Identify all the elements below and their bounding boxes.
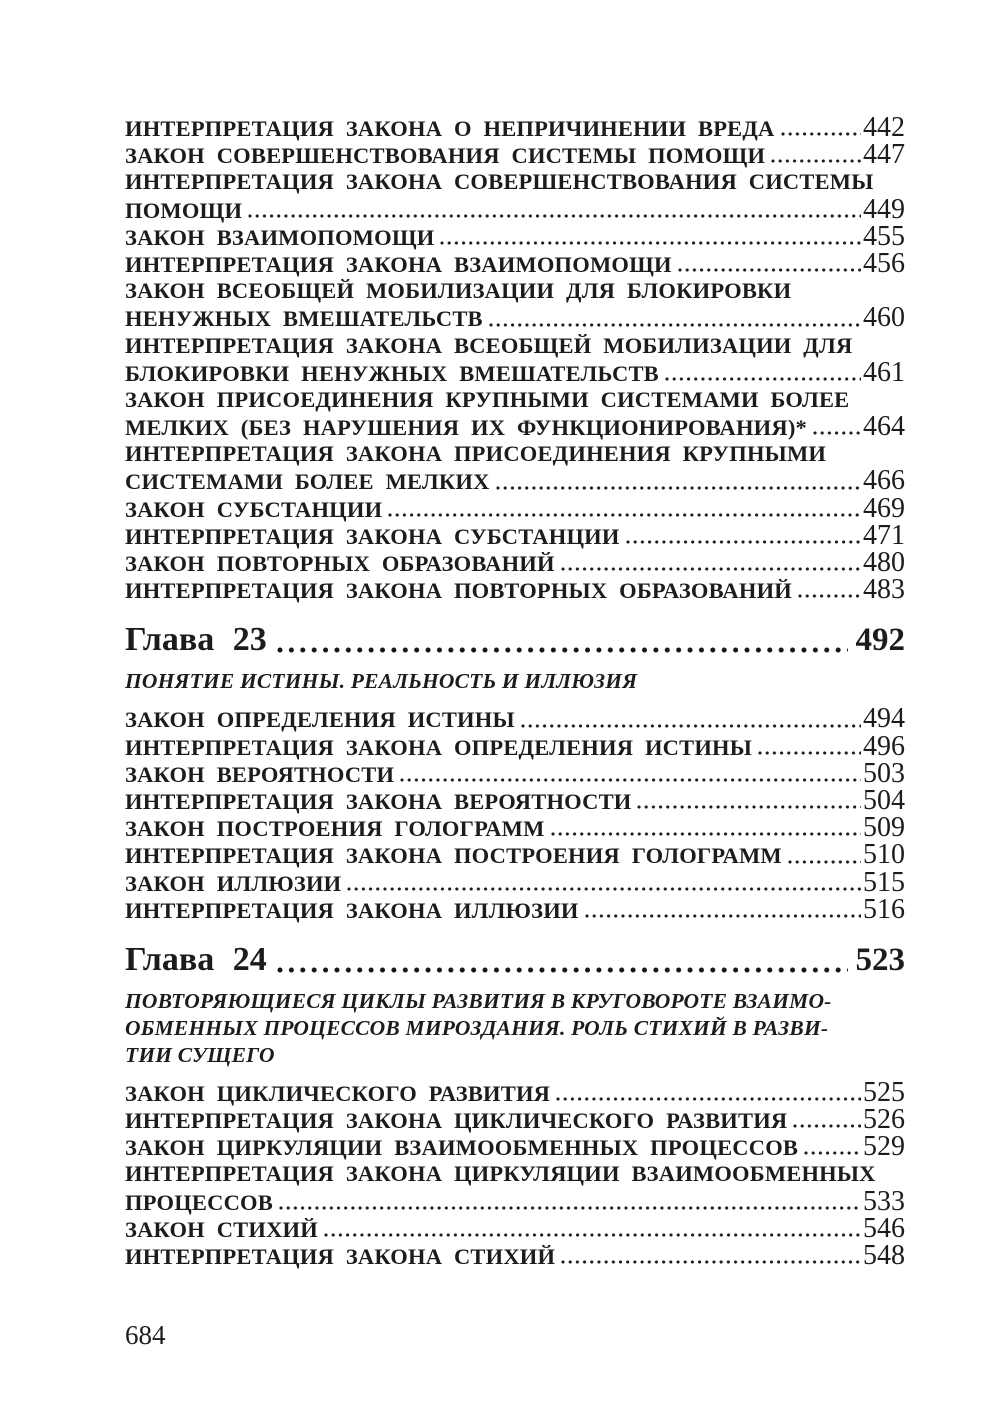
toc-leader-dots	[347, 887, 861, 891]
toc-line	[125, 730, 905, 762]
toc-line-text: ЗАКОН ВЗАИМОПОМОЩИ	[125, 224, 435, 250]
subtitle-line: ТИИ СУЩЕГО	[125, 1042, 275, 1067]
toc-line	[125, 277, 905, 304]
toc-page-number: 461	[863, 356, 905, 388]
chapter-page-number: 523	[855, 941, 905, 978]
toc-page-number: 533	[863, 1185, 905, 1217]
toc-leader-dots	[585, 914, 861, 918]
toc-leader-dots	[388, 513, 861, 517]
toc-line	[125, 784, 905, 816]
toc-line-text: ИНТЕРПРЕТАЦИЯ ЗАКОНА ПОСТРОЕНИЯ ГОЛОГРАММ	[125, 843, 782, 869]
toc-leader-dots	[788, 860, 861, 864]
toc-line	[125, 168, 905, 195]
toc-page-number: 510	[863, 839, 905, 871]
toc-line-text: ИНТЕРПРЕТАЦИЯ ЗАКОНА ВЕРОЯТНОСТИ	[125, 788, 632, 814]
toc-leader-dots	[324, 1233, 861, 1237]
toc-page-number: 460	[863, 302, 905, 334]
toc-leader-dots	[665, 377, 861, 381]
toc-leader-dots	[626, 540, 861, 544]
toc-page-number: 546	[863, 1212, 905, 1244]
toc-line-text: ЗАКОН ЦИРКУЛЯЦИИ ВЗАИМООБМЕННЫХ ПРОЦЕССОВ	[125, 1135, 799, 1161]
toc-line	[125, 440, 905, 467]
table-of-contents	[125, 114, 905, 1269]
toc-leader-dots	[637, 805, 861, 809]
toc-line-text: ЗАКОН ПРИСОЕДИНЕНИЯ КРУПНЫМИ СИСТЕМАМИ БОЛЕЕ	[125, 386, 850, 412]
toc-page-number: 529	[863, 1131, 905, 1163]
toc-line	[125, 302, 905, 334]
toc-line-text: ИНТЕРПРЕТАЦИЯ ЗАКОНА ОПРЕДЕЛЕНИЯ ИСТИНЫ	[125, 734, 753, 760]
toc-line	[125, 114, 905, 141]
toc-leader-dots	[440, 241, 861, 245]
footer-page-number: 684	[125, 1320, 166, 1350]
toc-page-number: 494	[863, 703, 905, 735]
toc-line-text: ИНТЕРПРЕТАЦИЯ ЗАКОНА ВСЕОБЩЕЙ МОБИЛИЗАЦИИ ДЛЯ	[125, 332, 853, 358]
toc-page-number: 483	[863, 574, 905, 606]
toc-page-number: 442	[863, 112, 905, 143]
toc-line-text: ЗАКОН ПОСТРОЕНИЯ ГОЛОГРАММ	[125, 816, 545, 842]
chapter-subtitle	[125, 668, 905, 695]
toc-line-text: ИНТЕРПРЕТАЦИЯ ЗАКОНА СОВЕРШЕНСТВОВАНИЯ СИСТЕМЫ	[125, 169, 874, 195]
toc-page-number: 471	[863, 519, 905, 551]
toc-page-number: 526	[863, 1104, 905, 1136]
subtitle-line: ПОНЯТИЕ ИСТИНЫ. РЕАЛЬНОСТЬ И ИЛЛЮЗИЯ	[125, 669, 638, 694]
toc-line	[125, 139, 905, 171]
toc-page-number: 515	[863, 866, 905, 898]
toc-leader-dots	[813, 431, 861, 435]
toc-line	[125, 839, 905, 871]
toc-leader-dots	[489, 323, 861, 327]
toc-line-text: ЗАКОН СУБСТАНЦИИ	[125, 496, 383, 522]
toc-line	[125, 1242, 905, 1269]
toc-line	[125, 1160, 905, 1187]
subtitle-line: ПОВТОРЯЮЩИЕСЯ ЦИКЛЫ РАЗВИТИЯ В КРУГОВОРОТЕ ВЗАИМО-	[125, 988, 832, 1013]
toc-line	[125, 549, 905, 576]
toc-leader-dots	[400, 778, 861, 782]
toc-leader-dots	[758, 751, 861, 755]
toc-leader-dots	[798, 594, 861, 598]
toc-leader-dots	[678, 268, 861, 272]
toc-line	[125, 866, 905, 898]
toc-line-text: ИНТЕРПРЕТАЦИЯ ЗАКОНА ВЗАИМОПОМОЩИ	[125, 251, 672, 277]
toc-line-text: ЗАКОН ОПРЕДЕЛЕНИЯ ИСТИНЫ	[125, 707, 515, 733]
toc-line	[125, 1185, 905, 1217]
toc-line-text: ИНТЕРПРЕТАЦИЯ ЗАКОНА ИЛЛЮЗИИ	[125, 897, 579, 923]
toc-line	[125, 574, 905, 606]
toc-line	[125, 1076, 905, 1108]
chapter-heading	[125, 939, 905, 981]
toc-page-number: 509	[863, 812, 905, 844]
toc-line	[125, 1131, 905, 1163]
chapter-heading	[125, 619, 905, 661]
toc-line-text: ИНТЕРПРЕТАЦИЯ ЗАКОНА ПРИСОЕДИНЕНИЯ КРУПНЫМИ	[125, 441, 827, 467]
toc-page-number: 469	[863, 492, 905, 524]
toc-line-text: ИНТЕРПРЕТАЦИЯ ЗАКОНА ПОВТОРНЫХ ОБРАЗОВАНИЙ	[125, 578, 792, 604]
toc-line	[125, 332, 905, 359]
toc-line-text: СИСТЕМАМИ БОЛЕЕ МЕЛКИХ	[125, 469, 490, 495]
toc-leader-dots	[551, 832, 861, 836]
toc-line-text: ИНТЕРПРЕТАЦИЯ ЗАКОНА ЦИРКУЛЯЦИИ ВЗАИМООБМЕННЫХ	[125, 1161, 876, 1187]
toc-line-text: ЗАКОН ИЛЛЮЗИИ	[125, 870, 342, 896]
toc-page-number: 503	[863, 757, 905, 789]
chapter-title: Глава 24	[125, 940, 267, 978]
toc-line-text: ПРОЦЕССОВ	[125, 1189, 273, 1215]
toc-page-number: 464	[863, 411, 905, 443]
toc-line	[125, 220, 905, 252]
toc-line-text: ЗАКОН ВЕРОЯТНОСТИ	[125, 761, 395, 787]
toc-line	[125, 193, 905, 225]
toc-line-text: ЗАКОН ПОВТОРНЫХ ОБРАЗОВАНИЙ	[125, 551, 555, 576]
toc-line-text: ЗАКОН ВСЕОБЩЕЙ МОБИЛИЗАЦИИ ДЛЯ БЛОКИРОВКИ	[125, 278, 792, 304]
toc-page-number: 504	[863, 784, 905, 816]
toc-leader-dots	[781, 132, 862, 136]
toc-line-text: НЕНУЖНЫХ ВМЕШАТЕЛЬСТВ	[125, 306, 483, 332]
toc-page-number: 516	[863, 893, 905, 925]
toc-line	[125, 893, 905, 925]
toc-line	[125, 1212, 905, 1244]
toc-leader-dots	[561, 1260, 861, 1264]
toc-leader-dots	[521, 724, 861, 728]
toc-line-text: БЛОКИРОВКИ НЕНУЖНЫХ ВМЕШАТЕЛЬСТВ	[125, 360, 659, 386]
toc-leader-dots	[561, 567, 861, 571]
toc-page-number: 449	[863, 193, 905, 225]
toc-leader-dots	[279, 1206, 861, 1210]
toc-line-text: ЗАКОН СОВЕРШЕНСТВОВАНИЯ СИСТЕМЫ ПОМОЩИ	[125, 143, 766, 169]
chapter-leader-dots	[277, 647, 848, 653]
toc-leader-dots	[804, 1151, 861, 1155]
toc-line-text: ПОМОЩИ	[125, 197, 243, 223]
toc-line-text: ИНТЕРПРЕТАЦИЯ ЗАКОНА СУБСТАНЦИИ	[125, 523, 620, 549]
toc-page-number: 525	[863, 1076, 905, 1108]
chapter-title: Глава 23	[125, 621, 267, 659]
subtitle-line: ОБМЕННЫХ ПРОЦЕССОВ МИРОЗДАНИЯ. РОЛЬ СТИХИЙ В РАЗВИ-	[125, 1015, 829, 1040]
toc-page-number: 548	[863, 1240, 905, 1271]
toc-line	[125, 757, 905, 789]
toc-line	[125, 247, 905, 279]
toc-line-text: ИНТЕРПРЕТАЦИЯ ЗАКОНА О НЕПРИЧИНЕНИИ ВРЕДА	[125, 116, 775, 141]
toc-line	[125, 812, 905, 844]
chapter-page-number: 492	[855, 622, 905, 659]
toc-page-number: 456	[863, 247, 905, 279]
toc-page-number: 480	[863, 547, 905, 578]
toc-page-number: 496	[863, 730, 905, 762]
toc-leader-dots	[248, 214, 861, 218]
toc-line	[125, 703, 905, 735]
toc-page-number: 447	[863, 139, 905, 171]
toc-line	[125, 411, 905, 443]
toc-line	[125, 465, 905, 497]
toc-page-number: 466	[863, 465, 905, 497]
toc-line	[125, 356, 905, 388]
toc-page-number: 455	[863, 220, 905, 252]
chapter-leader-dots	[277, 967, 848, 973]
toc-line	[125, 386, 905, 413]
toc-line-text: ЗАКОН ЦИКЛИЧЕСКОГО РАЗВИТИЯ	[125, 1080, 551, 1106]
toc-leader-dots	[556, 1097, 861, 1101]
toc-line-text: ЗАКОН СТИХИЙ	[125, 1216, 318, 1242]
toc-line	[125, 519, 905, 551]
toc-leader-dots	[793, 1124, 861, 1128]
chapter-subtitle	[125, 988, 905, 1069]
toc-line	[125, 1104, 905, 1136]
toc-leader-dots	[496, 486, 861, 490]
toc-leader-dots	[771, 159, 861, 163]
toc-line	[125, 492, 905, 524]
toc-line-text: МЕЛКИХ (БЕЗ НАРУШЕНИЯ ИХ ФУНКЦИОНИРОВАНИЯ)*	[125, 415, 807, 441]
toc-line-text: ИНТЕРПРЕТАЦИЯ ЗАКОНА СТИХИЙ	[125, 1244, 556, 1269]
toc-line-text: ИНТЕРПРЕТАЦИЯ ЗАКОНА ЦИКЛИЧЕСКОГО РАЗВИТИЯ	[125, 1108, 788, 1134]
